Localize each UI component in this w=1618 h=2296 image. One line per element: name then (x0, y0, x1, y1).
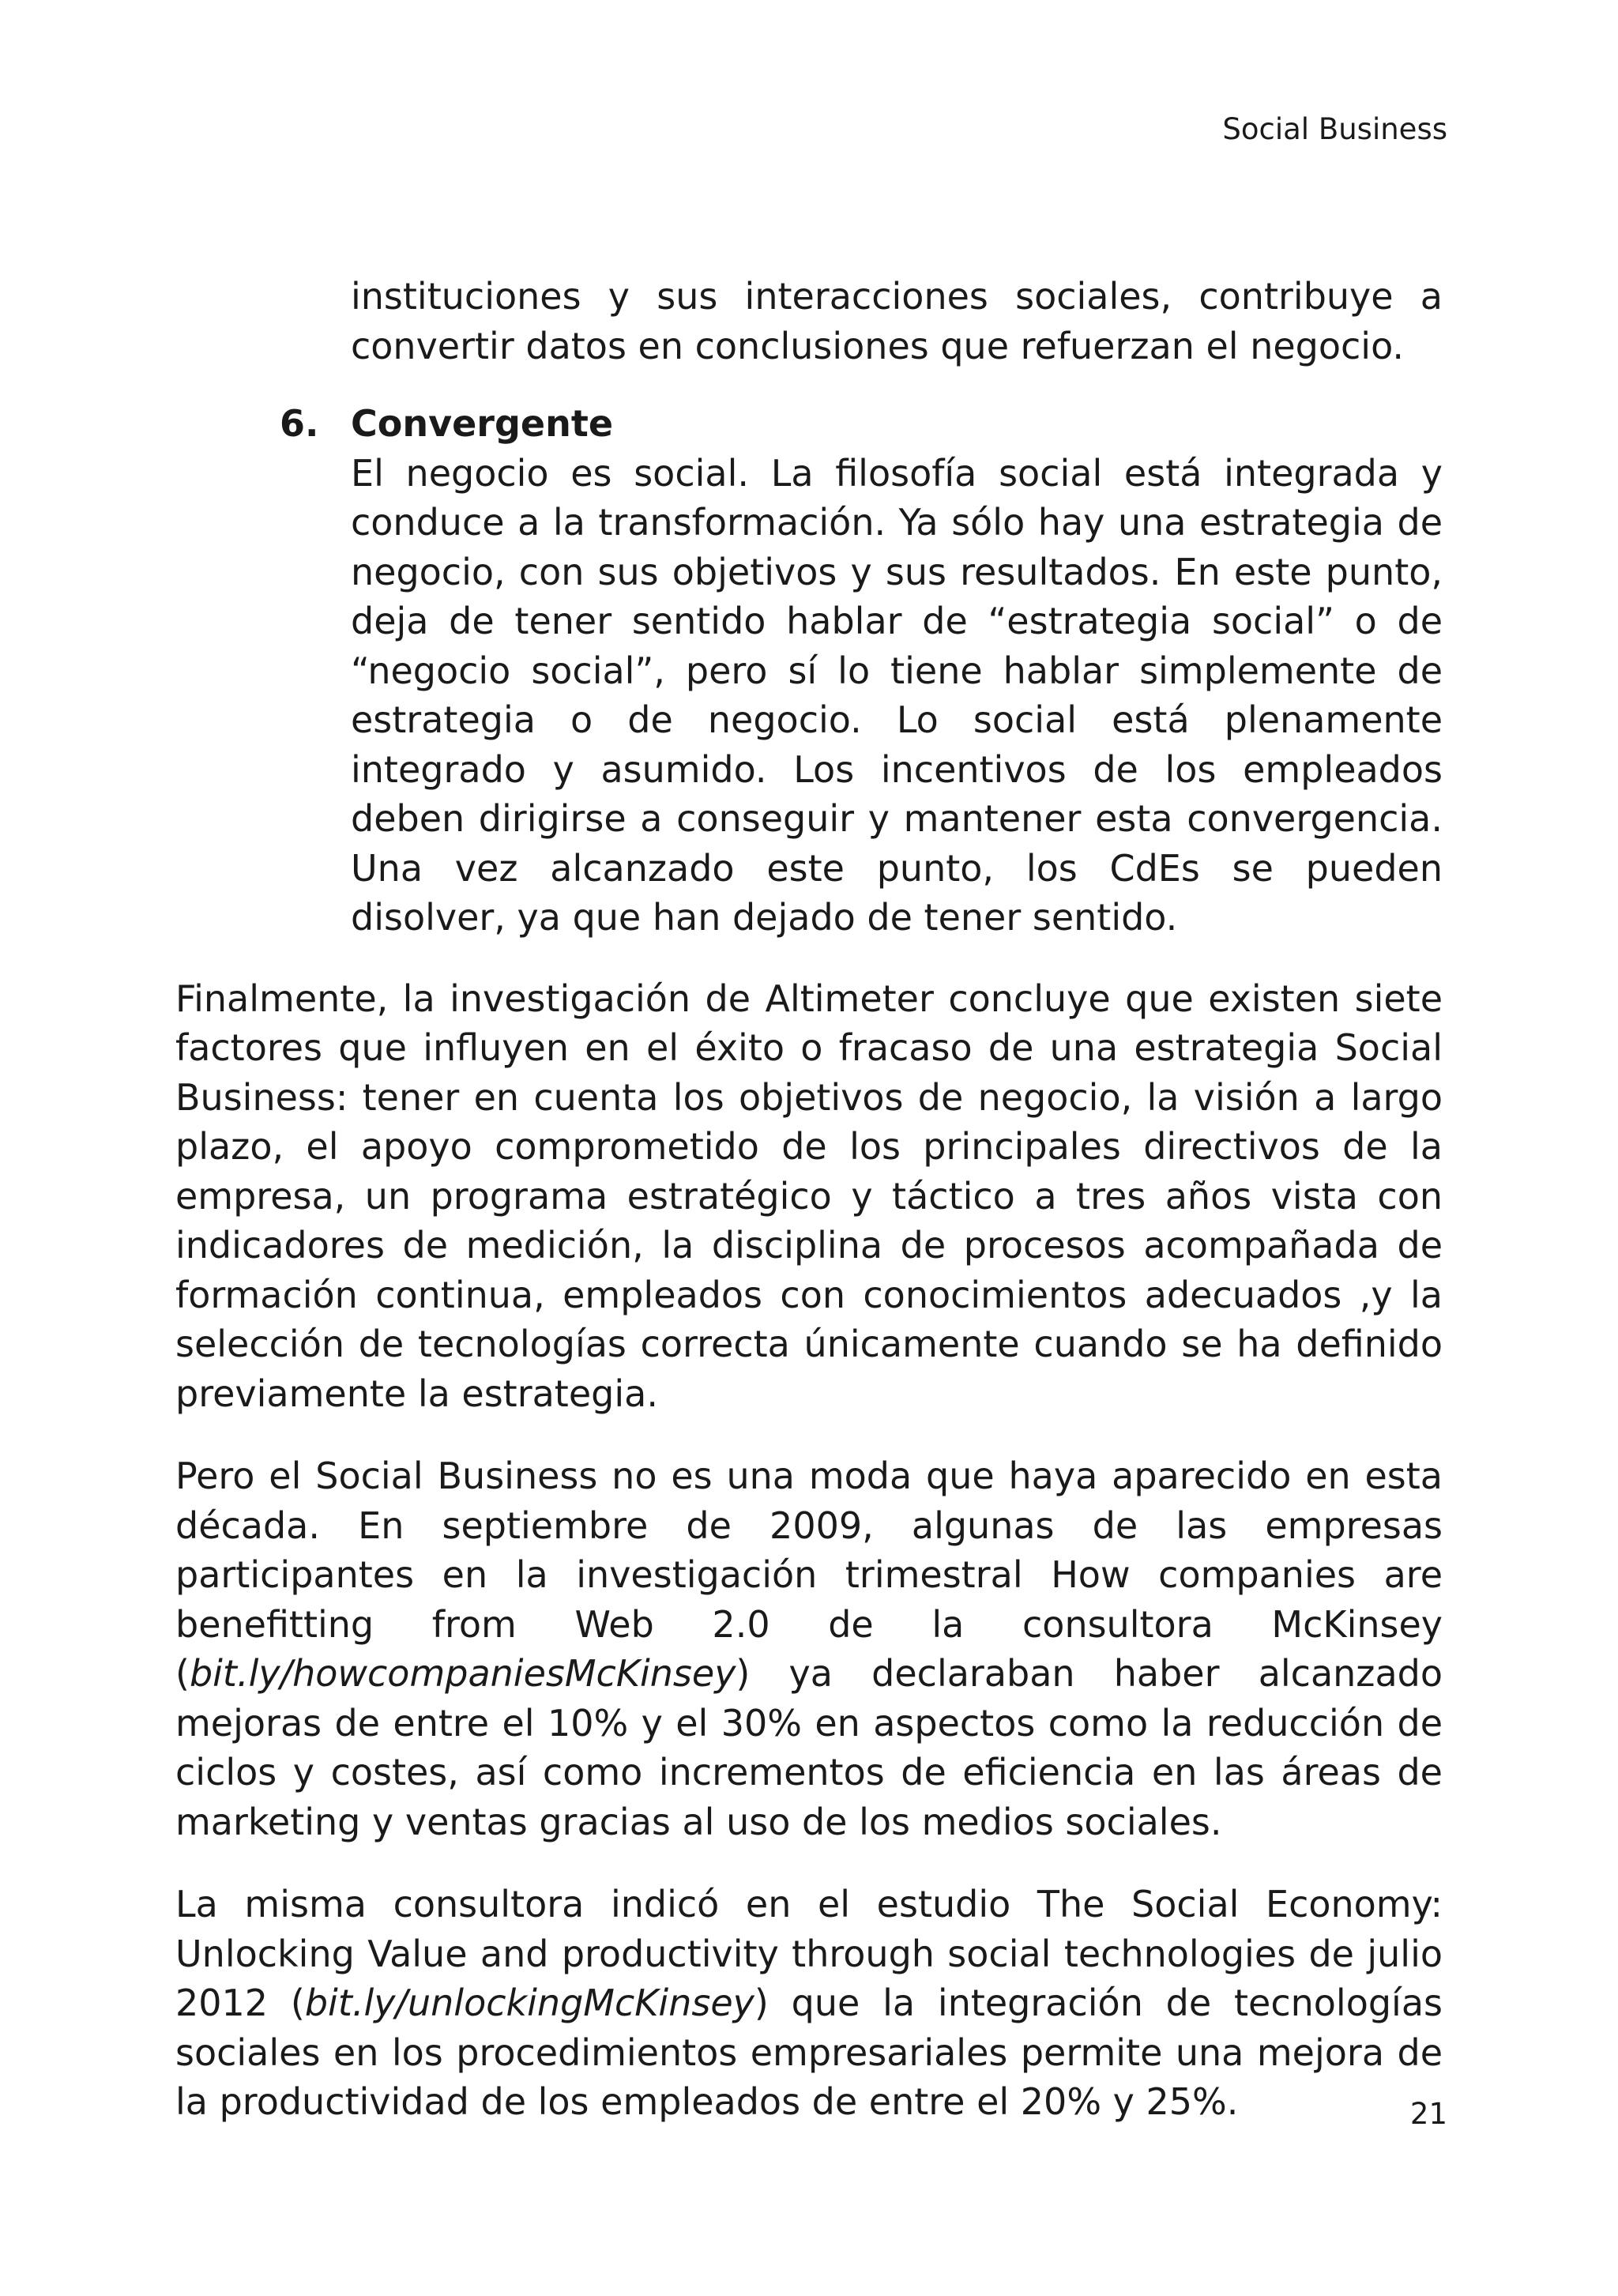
list-item-continuation: instituciones y sus interacciones sociales, contribuye a convertir datos en conclusiones que refuerzan el negocio. (351, 275, 1443, 367)
running-header: Social Business (1222, 112, 1447, 146)
paragraph-mckinsey-2012 (175, 1880, 1443, 2127)
list-item-text: El negocio es social. La filosofía social está integrada y conduce a la transformación. Ya sólo hay una estrategia de negocio, con sus objetivos y sus resultados. En este punto, deja de tener sentido hablar de “estrategia social” o de “negocio social”, pero sí lo tiene hablar simplemente de estrategia o de negocio. Lo social está plenamente integrado y asumido. Los incentivos de los empleados deben dirigirse a conseguir y mantener esta convergencia. Una vez alcanzado este punto, los CdEs se pueden disolver, ya que han dejado de tener sentido. (351, 451, 1443, 939)
paragraph-text: ) ya declaraban haber alcanzado mejoras de entre el 10% y el 30% en aspectos como la reducción de ciclos y costes, así como incrementos de eficiencia en las áreas de marketing y ventas gracias al uso de los medios sociales. (175, 1652, 1443, 1843)
page-number: 21 (1409, 2097, 1447, 2131)
short-link: bit.ly/unlockingMcKinsey (304, 1982, 754, 2024)
paragraph-text: Pero el Social Business no es una moda que haya aparecido en esta década. En septiembre de 2009, algunas de las empresas participantes en la investigación trimestral How companies are benefitting from Web 2.0 de la consultora McKinsey ( (175, 1455, 1443, 1695)
list-item-number: 6. (280, 402, 319, 445)
paragraph-altimeter: Finalmente, la investigación de Altimeter concluye que existen siete factores que influyen en el éxito o fracaso de una estrategia Social Business: tener en cuenta los objetivos de negocio, la visión a largo plazo, el apoyo comprometido de los principales directivos de la empresa, un programa estratégico y táctico a tres años vista con indicadores de medición, la disciplina de procesos acompañada de formación continua, empleados con conocimientos adecuados ,y la selección de tecnologías correcta únicamente cuando se ha definido previamente la estrategia. (175, 977, 1443, 1415)
paragraph-mckinsey-2009 (175, 1451, 1443, 1846)
body-text (175, 272, 1443, 2160)
paragraph-text: La misma consultora indicó en el estudio The Social Economy: Unlocking Value and productivity through social technologies de julio 2012 ( (175, 1883, 1443, 2024)
paragraph-text: ) que la integración de tecnologías sociales en los procedimientos empresariales permite una mejora de la productividad de los empleados de entre el 20% y 25%. (175, 1982, 1443, 2123)
list-item-title: Convergente (351, 402, 614, 445)
numbered-list (280, 272, 1443, 943)
list-item-6 (280, 399, 1443, 943)
short-link: bit.ly/howcompaniesMcKinsey (189, 1652, 736, 1695)
